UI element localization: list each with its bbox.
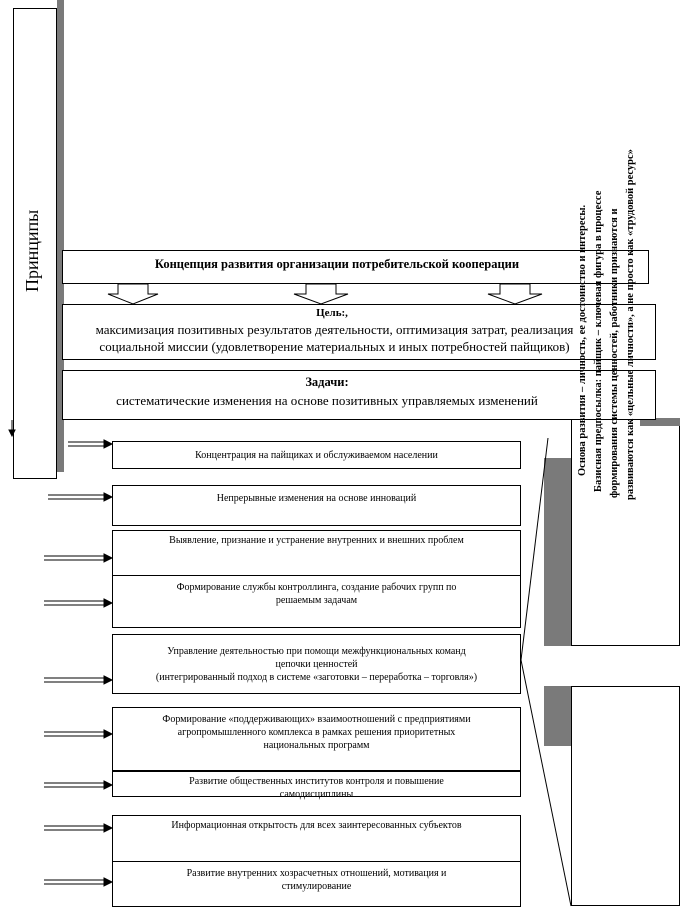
principle-arrow-8	[44, 824, 112, 832]
principle-text-1: Концентрация на пайщиках и обслуживаемом населении	[195, 449, 438, 461]
principle-arrow-7	[44, 781, 112, 789]
basis-line-1: Основа развития – личность, ее достоинство и интересы.	[577, 204, 588, 476]
principle-arrow-1	[68, 440, 112, 448]
principle-text-9: Развитие внутренних хозрасчетных отношений, мотивация и стимулирование	[186, 868, 447, 892]
principles-label: Принципы	[22, 209, 42, 292]
basis-line-4: развиваются как «цельные личности», а не просто как «трудовой ресурс»	[625, 149, 636, 500]
tasks-heading: Задачи:	[305, 375, 349, 389]
principle-text-2: Непрерывные изменения на основе инноваций	[216, 493, 417, 504]
principle-text-6: Формирование «поддерживающих» взаимоотношений с предприятиями агропромышленного комплекса в рамках решения приоритетных национальных программ	[162, 714, 471, 751]
brace-lines	[521, 438, 571, 906]
goal-line-1: максимизация позитивных результатов деятельности, оптимизация затрат, реализация	[95, 322, 574, 337]
tasks-line-1: систематические изменения на основе позитивных управляемых изменений	[116, 393, 538, 408]
principle-arrow-2	[48, 493, 112, 501]
principle-text-4: Формирование службы контроллинга, создание рабочих групп по решаемым задачам	[176, 582, 457, 606]
block-arrow-left	[108, 284, 158, 304]
principle-arrow-6	[44, 730, 112, 738]
principle-arrow-5	[44, 676, 112, 684]
concept-title: Концепция развития организации потребительской кооперации	[154, 257, 520, 271]
left-panel-arrow	[9, 420, 15, 436]
principle-arrow-4	[44, 599, 112, 607]
principle-text-5: Управление деятельностью при помощи межфункциональных команд цепочки ценностей (интегрированный подход в системе «заготовки – переработка – торговля»)	[155, 645, 478, 683]
principle-arrow-9	[44, 878, 112, 886]
principle-text-3: Выявление, признание и устранение внутренних и внешних проблем	[169, 535, 464, 546]
block-arrow-center	[294, 284, 348, 304]
basis-line-3: формирования системы ценностей, работники признаются и	[609, 208, 620, 498]
principle-text-7: Развитие общественных институтов контроля и повышение самодисциплины	[189, 776, 444, 800]
goal-line-2: социальной миссии (удовлетворение материальных и иных потребностей пайщиков)	[99, 339, 570, 354]
block-arrow-right	[488, 284, 542, 304]
principle-text-8: Информационная открытость для всех заинтересованных субъектов	[171, 820, 462, 831]
principle-arrow-3	[44, 554, 112, 562]
basis-line-2: Базисная предпосылка: пайщик – ключевая фигура в процессе	[593, 190, 604, 492]
goal-heading: Цель:,	[316, 307, 348, 319]
principle-arrows	[44, 440, 112, 886]
